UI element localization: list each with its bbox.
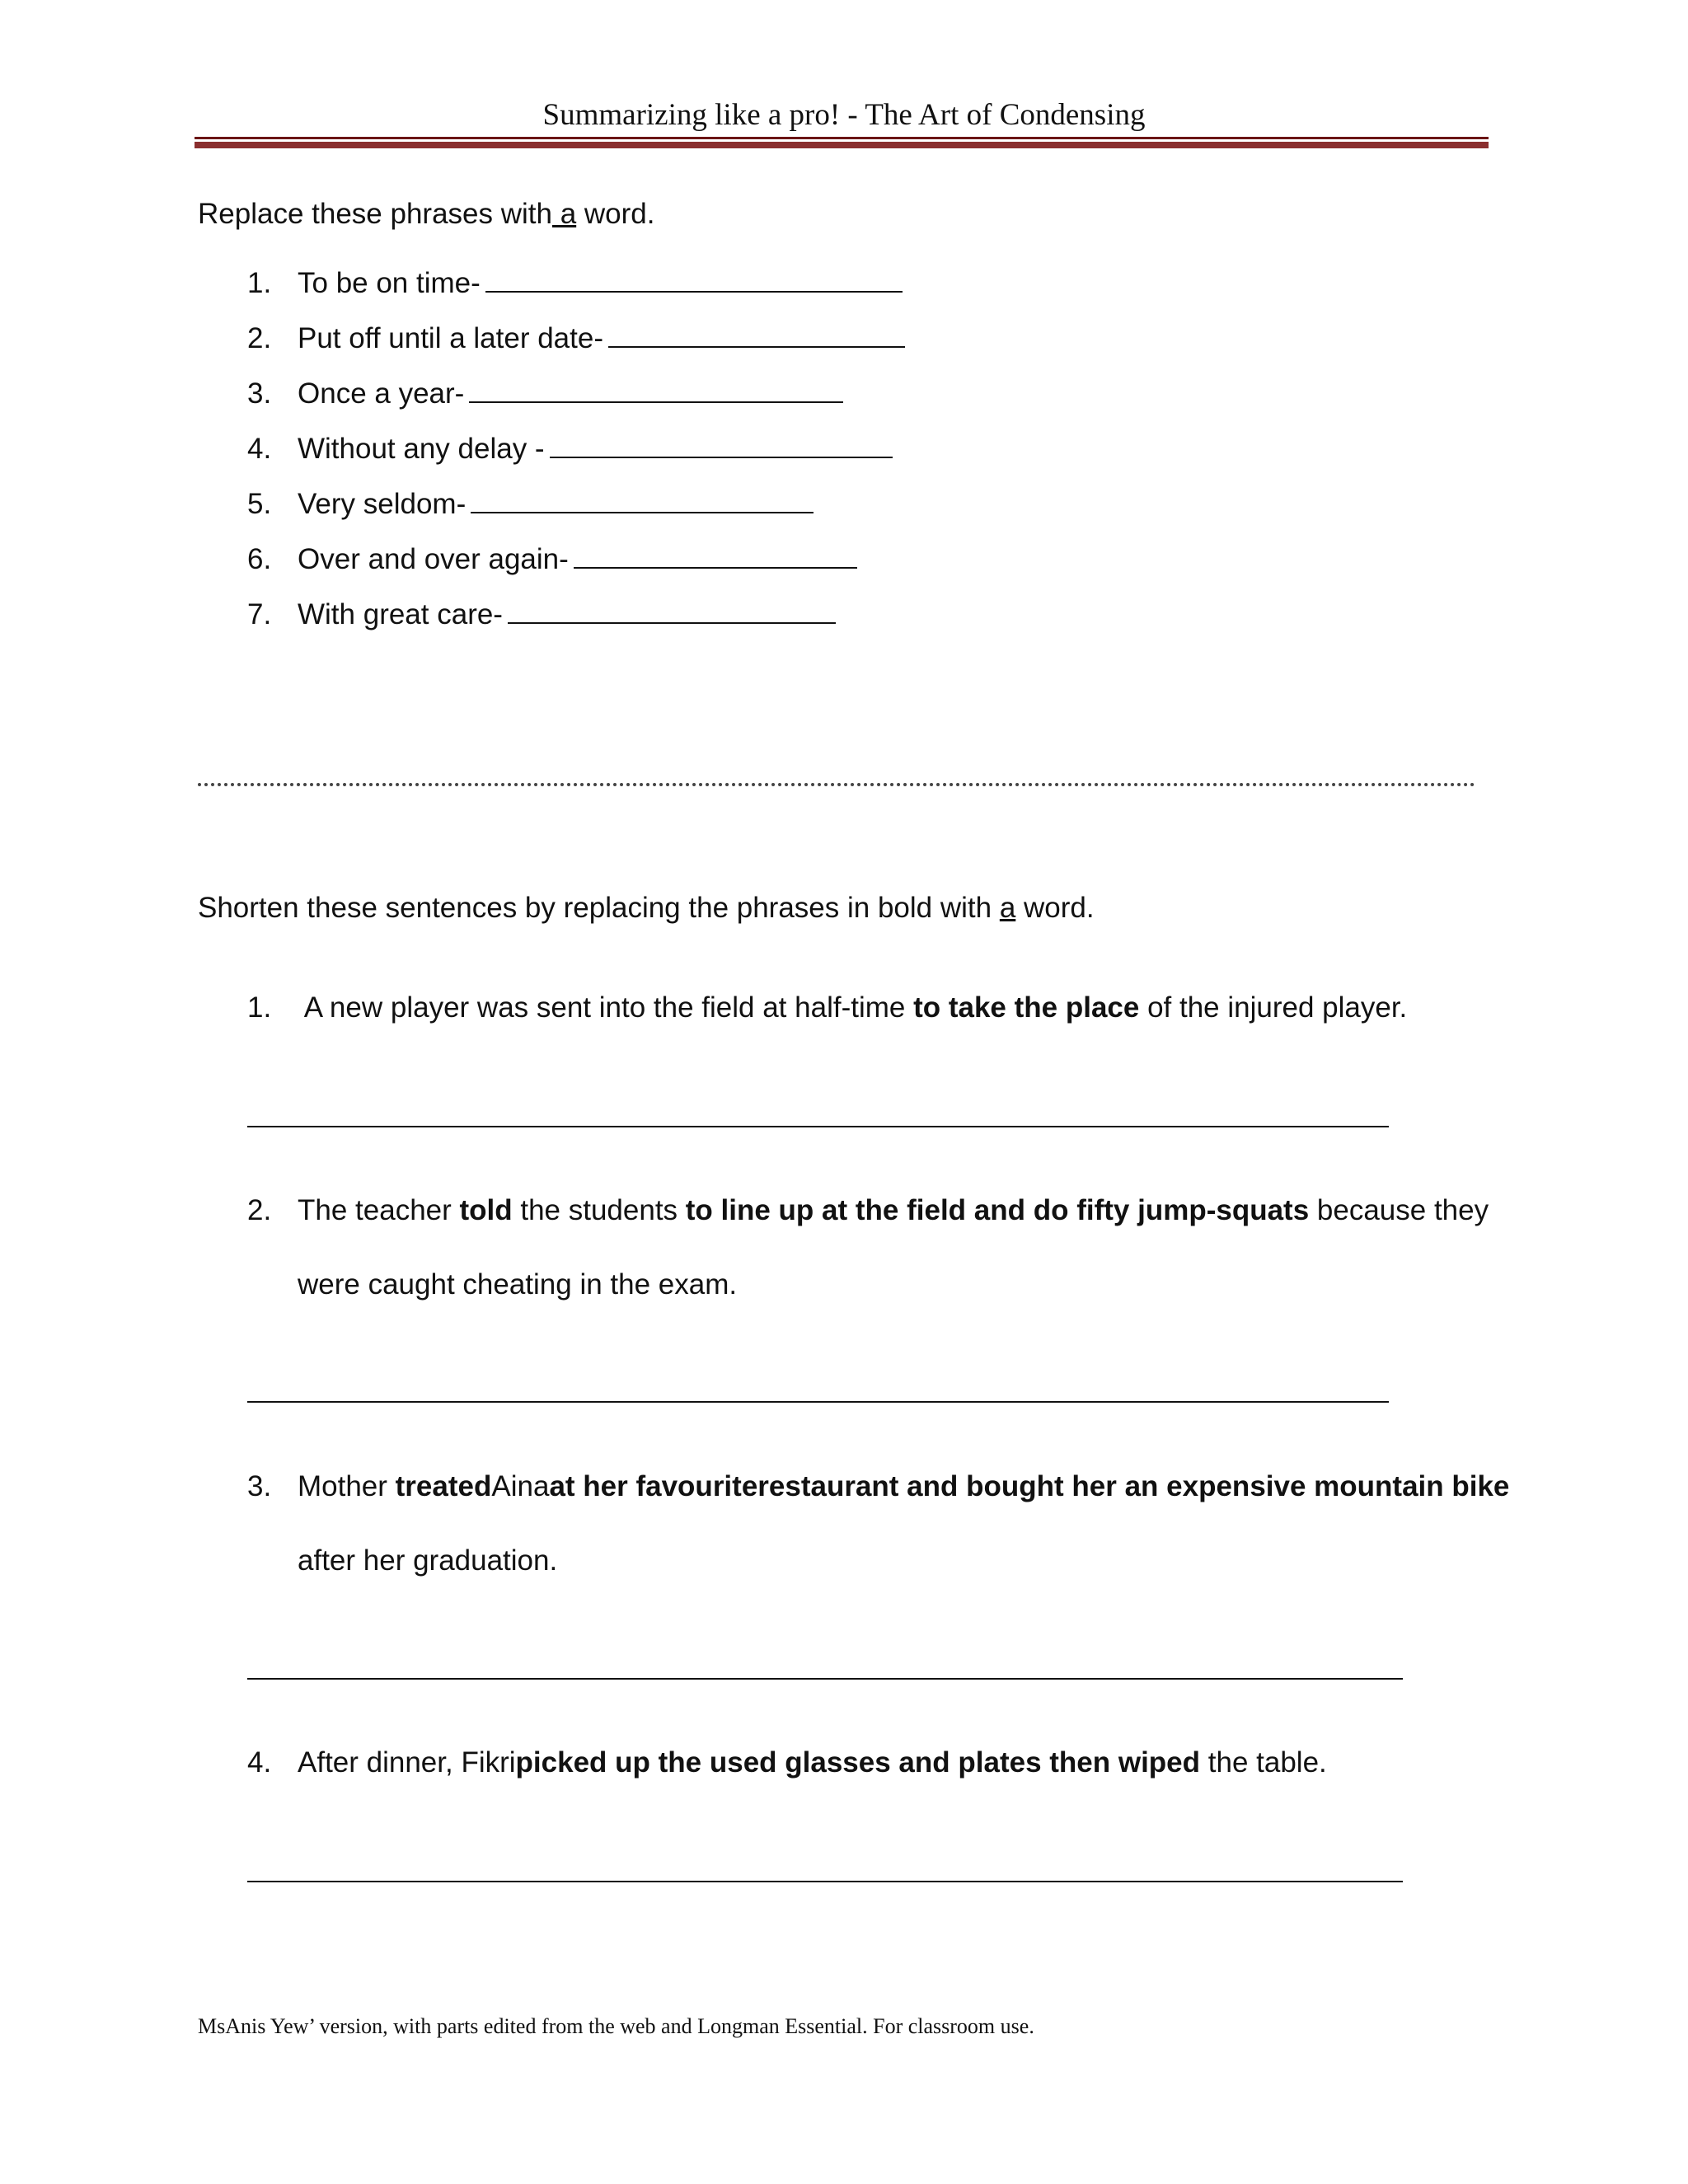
bold-phrase: picked up the used glasses and plates then wiped: [515, 1746, 1201, 1779]
question-text: The teacher: [298, 1194, 460, 1226]
answer-blank[interactable]: [471, 510, 814, 513]
answer-blank[interactable]: [469, 400, 843, 403]
question-text: of the injured player.: [1139, 991, 1408, 1024]
answer-line[interactable]: [247, 1881, 1403, 1882]
list-item: [247, 377, 843, 410]
answer-blank[interactable]: [574, 565, 857, 569]
list-text: With great care-: [298, 598, 503, 630]
instruction-text: Replace these phrases with: [198, 198, 552, 230]
header-rule-thin: [195, 137, 1489, 139]
question-3-continued: after her graduation.: [298, 1544, 558, 1577]
list-number: 7.: [247, 598, 272, 630]
answer-line[interactable]: [247, 1401, 1389, 1403]
page-title: Summarizing like a pro! - The Art of Condensing: [542, 98, 1146, 132]
bold-phrase: treated: [395, 1470, 492, 1502]
bold-phrase: at her favouriterestaurant and bought her an expensive mountain bike: [549, 1470, 1510, 1502]
list-item: [247, 598, 836, 631]
question-1: [247, 991, 1407, 1024]
answer-blank[interactable]: [608, 344, 905, 348]
list-text: Put off until a later date-: [298, 322, 603, 354]
list-text: To be on time-: [298, 267, 481, 299]
list-item: [247, 267, 903, 300]
list-text: Without any delay -: [298, 433, 545, 465]
list-item: [247, 322, 905, 355]
header-rule-thick: [195, 142, 1489, 148]
bold-phrase: to line up at the field and do fifty jump-squats: [685, 1194, 1310, 1226]
instruction-underlined: a: [551, 198, 577, 230]
bold-phrase: to take the place: [913, 991, 1140, 1024]
list-number: 3.: [247, 377, 272, 410]
list-text: Very seldom-: [298, 488, 467, 520]
question-2-continued: were caught cheating in the exam.: [298, 1268, 738, 1301]
list-number: 2.: [247, 322, 272, 354]
question-text: because they: [1309, 1194, 1489, 1226]
answer-blank[interactable]: [550, 455, 893, 458]
section1-instruction: [198, 198, 654, 231]
question-text: Mother: [298, 1470, 396, 1502]
instruction-text-end: word.: [576, 198, 655, 230]
question-number: 2.: [247, 1194, 272, 1226]
question-text: After dinner, Fikri: [298, 1746, 516, 1779]
instruction-text: Shorten these sentences by replacing the phrases in bold with: [198, 892, 1000, 924]
list-item: [247, 433, 893, 466]
list-number: 1.: [247, 267, 272, 299]
answer-line[interactable]: [247, 1126, 1389, 1127]
section-divider: [198, 783, 1475, 786]
answer-line[interactable]: [247, 1678, 1403, 1680]
question-number: 4.: [247, 1746, 272, 1779]
list-item: [247, 543, 857, 576]
question-3: [247, 1470, 1509, 1503]
list-number: 5.: [247, 488, 272, 520]
instruction-text-end: word.: [1015, 892, 1095, 924]
question-text: Aina: [491, 1470, 550, 1502]
question-4: [247, 1746, 1327, 1779]
bold-phrase: told: [459, 1194, 513, 1226]
list-text: Once a year-: [298, 377, 465, 410]
question-text: the table.: [1200, 1746, 1327, 1779]
page-footer: MsAnis Yew’ version, with parts edited from the web and Longman Essential. For classroom use.: [198, 2014, 1034, 2038]
instruction-underlined: a: [999, 892, 1016, 924]
section2-instruction: [198, 892, 1095, 925]
list-item: [247, 488, 814, 521]
answer-blank[interactable]: [508, 621, 836, 624]
list-number: 6.: [247, 543, 272, 575]
question-text: A new player was sent into the field at half-time: [298, 991, 914, 1024]
list-number: 4.: [247, 433, 272, 465]
question-2: [247, 1194, 1489, 1227]
question-number: 3.: [247, 1470, 272, 1502]
question-number: 1.: [247, 991, 272, 1024]
answer-blank[interactable]: [485, 289, 903, 293]
list-text: Over and over again-: [298, 543, 569, 575]
question-text: the students: [512, 1194, 686, 1226]
